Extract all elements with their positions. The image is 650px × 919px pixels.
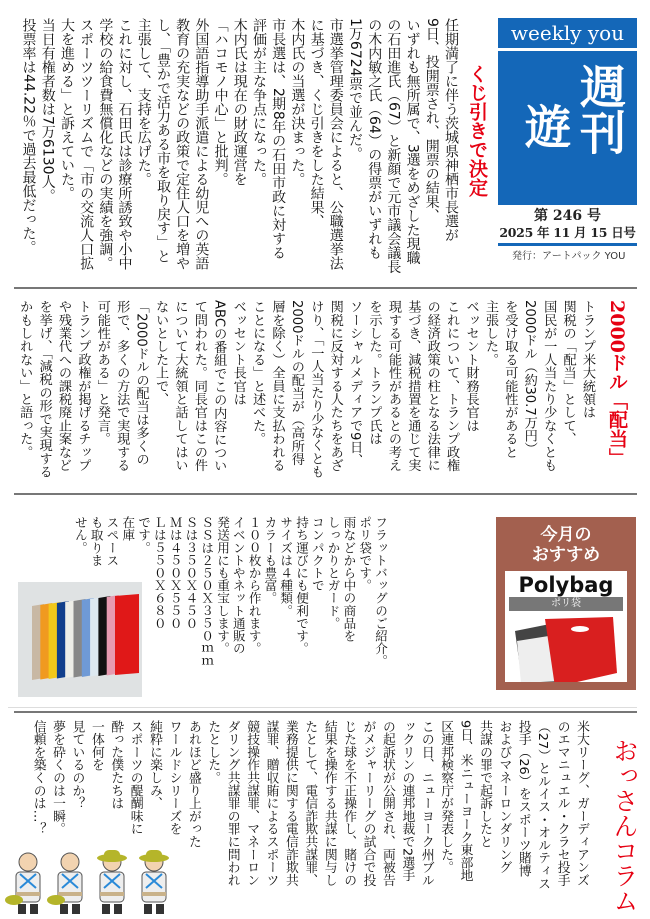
- text-line: のエマニュエル・クラセ投手: [554, 720, 570, 887]
- text-line: 1万6724票で並んだ。: [346, 18, 363, 161]
- column-headline: おっさんコラム: [610, 738, 639, 913]
- recommendation-title: [496, 525, 636, 565]
- text-line: 基づき、減税措置を通じて実: [405, 300, 421, 472]
- text-line: カラーも豊富。: [262, 516, 278, 605]
- text-line: しっかりとガード。: [325, 516, 341, 630]
- text-line: ダリング共謀罪の罪に問われ: [224, 720, 240, 887]
- text-line: 共謀の罪で起訴したと: [476, 720, 492, 848]
- text-line: 「2000ドルの配当は多くの: [133, 300, 149, 466]
- masthead-title-left: 遊: [518, 103, 572, 149]
- text-line: 9日、投開票され、開票の結果、: [423, 18, 440, 223]
- text-line: ベッセント長官は: [230, 300, 246, 406]
- text-line: イベントやネット通販の: [230, 516, 246, 655]
- text-line: 信頼を築くのは…？: [30, 720, 46, 836]
- text-line: 層を除く）全員に支払われる: [269, 300, 285, 472]
- text-line: 区連邦検察庁が発表した。: [438, 720, 454, 874]
- text-line: 見ているのか？: [69, 720, 85, 810]
- text-line: Ｍは４５０Ｘ５５０: [167, 516, 183, 630]
- text-line: フラットバッグのご紹介。: [373, 516, 388, 668]
- text-line: 2000ドルの配当が（高所得: [288, 300, 304, 466]
- text-line: 米大リーグ、ガーディアンズ: [574, 720, 589, 887]
- text-line: 酔った僕たちは: [108, 720, 124, 810]
- text-line: 結果を操作する共謀に関与し: [321, 720, 337, 887]
- text-line: １００枚から作れます。: [246, 516, 262, 655]
- text-line: トランプ米大統領は: [580, 300, 595, 419]
- divider: [14, 287, 637, 289]
- text-line: 木内氏の当選が決まった。: [289, 18, 306, 186]
- text-line: 夢を砕くのは一瞬。: [50, 720, 66, 836]
- text-line: ABCの番組でこの内容につい: [211, 300, 227, 473]
- text-line: スペース: [104, 516, 120, 567]
- polybag-swatches-photo: [18, 582, 142, 697]
- text-line: ソーシャルメディアで9日、: [347, 300, 363, 467]
- text-line: ックリンの連邦地裁で2選手: [399, 720, 415, 882]
- text-line: 大を進める」と訴えていた。: [58, 18, 75, 200]
- divider: [14, 711, 637, 713]
- text-line: 投手（26）をスポーツ賭博: [515, 720, 531, 878]
- article2-headline: 2000ドル「配当」: [606, 300, 628, 467]
- text-line: 形で、多くの方法で実現する: [114, 300, 130, 472]
- text-line: スポーツツーリズムで「市の交流人口拡: [78, 18, 95, 270]
- text-line: たとして、電信詐欺共謀罪、: [302, 720, 318, 887]
- text-line: 学校の給食費無償化などの実績を強調。: [97, 18, 114, 270]
- article1-headline: くじ引きで決定: [466, 64, 488, 197]
- recommendation-title-line2: おすすめ: [531, 545, 601, 565]
- old-man-character: [139, 850, 169, 914]
- text-line: 主張した。: [482, 300, 498, 366]
- text-line: の石田進氏（67）と新顔で元市議会議長: [385, 18, 402, 274]
- text-line: ＳＳは２５０Ｘ３５０ｍｍ: [199, 516, 215, 668]
- text-line: スポーツの醍醐味に: [127, 720, 143, 836]
- text-line: トランプ政権が掲げるチップ: [75, 300, 91, 472]
- text-line: Ｌは５５０Ｘ６８０: [151, 516, 167, 630]
- divider: [8, 707, 637, 708]
- text-line: サイズは４種類。: [278, 516, 294, 617]
- text-line: 持ち運びにも便利です。: [294, 516, 310, 655]
- text-line: たとした。: [205, 720, 221, 784]
- text-line: 9日、米ニューヨーク東部地: [457, 720, 473, 882]
- text-line: です。: [136, 516, 152, 554]
- text-line: これについて、トランプ政権: [444, 300, 460, 472]
- product-name: Polybag: [518, 573, 614, 597]
- text-line: の起訴状が公開され、両被告: [379, 720, 395, 887]
- text-line: 任期満了に伴う茨城県神栖市長選が: [443, 18, 459, 242]
- text-line: 謀罪、贈収賄によるスポーツ: [263, 720, 279, 887]
- text-line: の経済政策の柱となる法律に: [424, 300, 440, 472]
- masthead-english-title: weekly you: [498, 18, 637, 48]
- text-line: コンパクトで: [309, 516, 325, 592]
- article1-body: [14, 18, 460, 286]
- text-line: けり、「一人当たり少なくとも: [308, 300, 324, 479]
- text-line: 当日有権者数は7万6130人。: [39, 18, 56, 203]
- text-line: せん。: [72, 516, 88, 554]
- text-line: かもしれない」と語った。: [17, 300, 33, 459]
- recommendation-title-line1: 今月の: [540, 525, 592, 545]
- publisher: 発行：アートパック YOU: [512, 251, 626, 262]
- text-line: を挙げ、「減税の形で実現する: [36, 300, 52, 479]
- text-line: も取りま: [88, 516, 104, 567]
- text-line: 関税の「配当」として、: [560, 300, 576, 446]
- text-line: あれほど盛り上がった: [185, 720, 201, 848]
- text-line: て問われた。同長官はこの件: [191, 300, 207, 472]
- bag-swatch: [115, 594, 139, 675]
- old-men-characters-illustration: [4, 848, 176, 916]
- text-line: 純粋に楽しみ、: [147, 720, 163, 810]
- text-line: 国民が一人当たり少なくとも: [541, 300, 557, 472]
- text-line: 市長選は、2期8年の石田市政に対する: [270, 18, 287, 260]
- text-line: ことになる」と述べた。: [250, 300, 266, 446]
- text-line: 可能性がある」と発言。: [94, 300, 110, 446]
- text-line: この日、ニューヨーク州ブル: [418, 720, 434, 887]
- text-line: ベッセント財務長官は: [463, 300, 479, 432]
- old-man-character: [5, 853, 40, 914]
- text-line: 発送用にも重宝します。: [215, 516, 231, 655]
- text-line: 競技操作共謀罪、マネーロン: [244, 720, 260, 887]
- text-line: （27）とルイス・オルティス: [535, 720, 551, 890]
- masthead-divider: [498, 243, 637, 246]
- text-line: 2000ドル（約30.7万円）: [521, 300, 537, 456]
- text-line: 一体何を: [88, 720, 104, 772]
- text-line: 評価が主な争点になった。: [250, 18, 267, 186]
- issue-date: 2025 年 11 月 15 日号: [499, 225, 636, 240]
- text-line: 教育の充実などの政策で定住人口を増や: [174, 18, 191, 270]
- text-line: 関税に反対する人たちをあざ: [327, 300, 343, 472]
- polybag-product-image: [505, 571, 627, 682]
- text-line: について大統領と話してはい: [172, 300, 188, 472]
- text-line: 「ハコモノ中心」と批判。: [212, 18, 229, 186]
- text-line: 外国語指導助手派遣による幼児への英語: [193, 18, 210, 270]
- divider: [14, 493, 637, 495]
- text-line: 現する可能性があるとの考え: [385, 300, 401, 472]
- masthead-title-right: 週刊: [573, 63, 627, 155]
- text-line: に基づき、くじ引きをした結果、: [308, 18, 325, 228]
- recommendation-box: [496, 517, 636, 690]
- old-man-character: [47, 853, 82, 914]
- text-line: 投票率は44.22％で過去最低だった。: [20, 18, 37, 255]
- text-line: これに対し、石田氏は診療所誘致や小中: [116, 18, 133, 270]
- text-line: を示した。トランプ氏は: [366, 300, 382, 446]
- text-line: ないとした上で、: [153, 300, 169, 406]
- text-line: ワールドシリーズを: [166, 720, 182, 836]
- text-line: 市選挙管理委員会によると、公職選挙法: [327, 18, 344, 270]
- product-subtitle: ポリ袋: [509, 597, 623, 611]
- text-line: 雨などから中の商品を: [341, 516, 357, 642]
- text-line: じた球を不正操作し、賭けの: [341, 720, 357, 887]
- text-line: がメジャーリーグの試合で投: [360, 720, 376, 887]
- text-line: や残業代への課税廃止案など: [56, 300, 72, 472]
- text-line: いずれも無所属で、3選をめざした現職: [404, 18, 421, 265]
- bag-illustration: [505, 611, 627, 682]
- article2-body: [14, 300, 597, 490]
- text-line: 主張して、支持を広げた。: [135, 18, 152, 186]
- text-line: の木内敏之氏（64）の得票がいずれも: [366, 18, 383, 260]
- masthead-logo: [498, 51, 637, 205]
- text-line: ポリ袋です。: [357, 516, 373, 592]
- issue-number: 第 246 号: [534, 208, 601, 224]
- text-line: およびマネーロンダリング: [496, 720, 512, 874]
- text-line: Ｓは３５０Ｘ４５０: [183, 516, 199, 630]
- text-line: 在庫: [120, 516, 136, 542]
- text-line: 業務提供に関する電信詐欺共: [282, 720, 298, 887]
- text-line: 木内氏は現在の財政運営を: [231, 18, 248, 186]
- text-line: を受け取る可能性があると: [502, 300, 518, 459]
- text-line: し、「豊かで活力ある市を取り戻す」と: [154, 18, 171, 263]
- old-man-character: [97, 850, 127, 914]
